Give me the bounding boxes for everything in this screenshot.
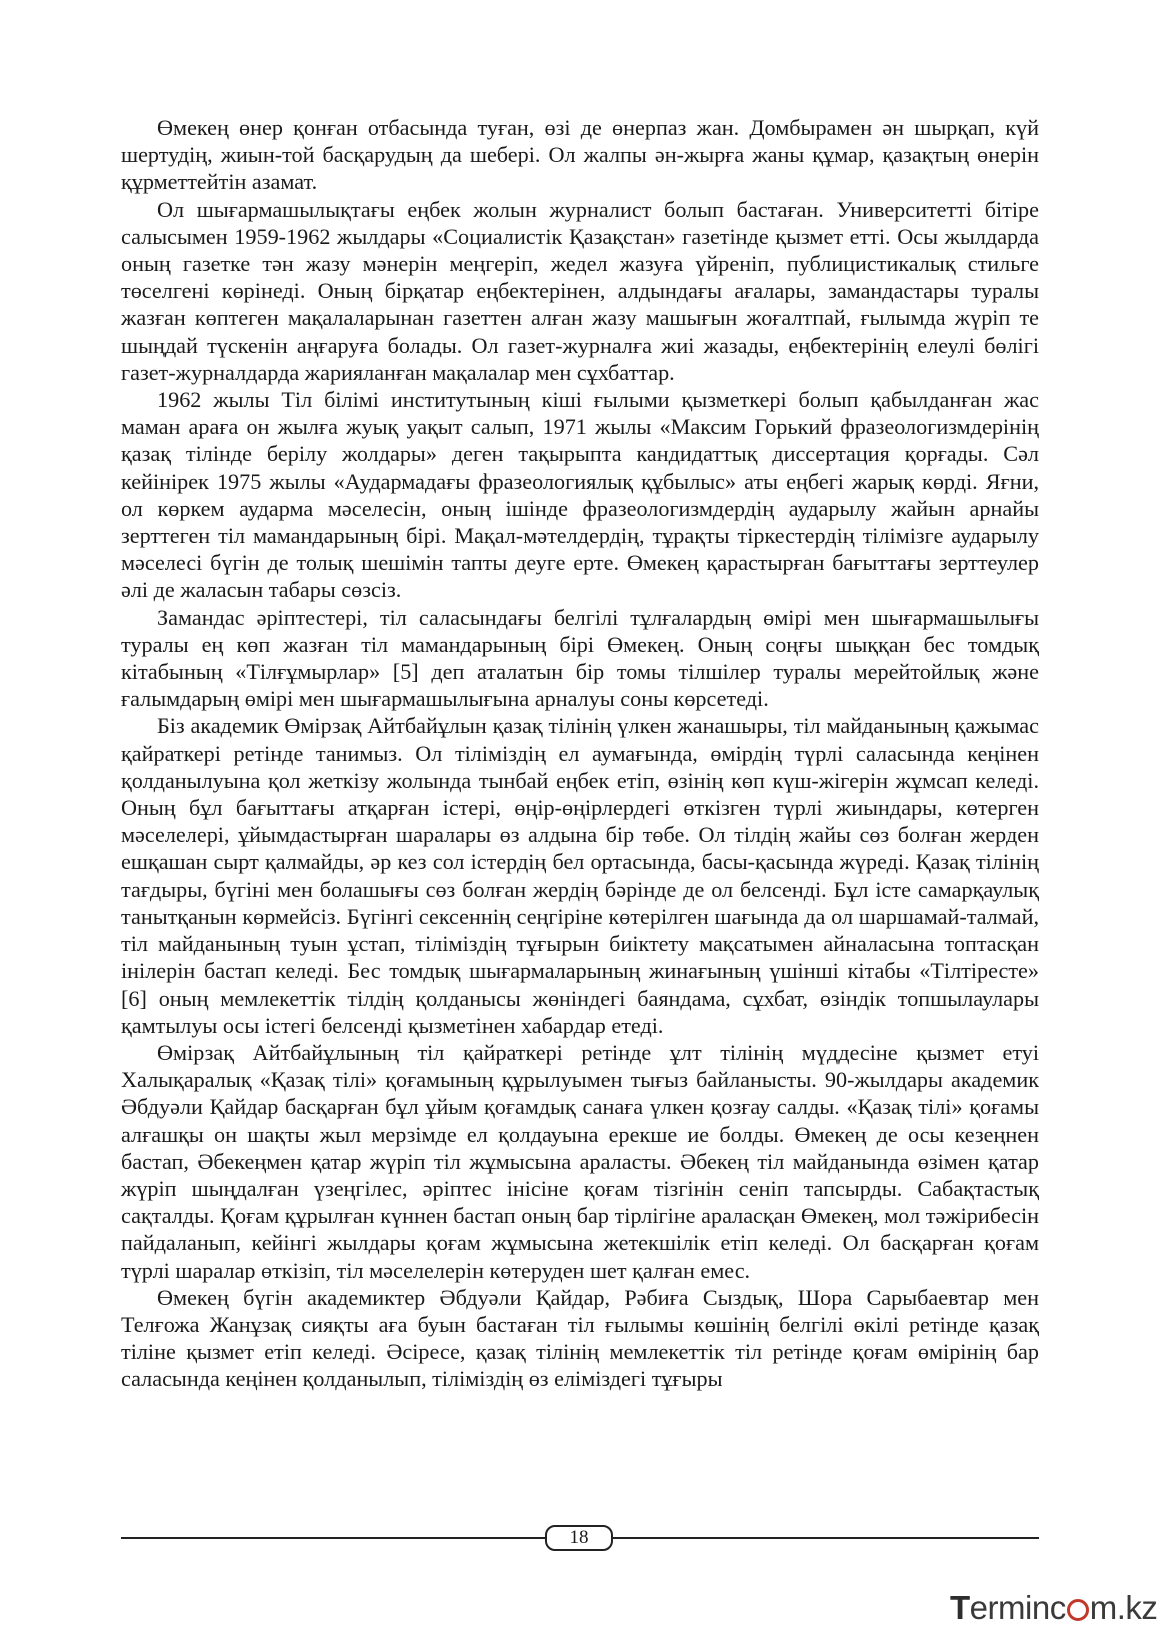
paragraph: Ол шығармашылықтағы еңбек жолын журналист болып бастаған. Университетті бітіре салысымен 1959-1962 жылдары «Социалистік Қазақстан» газетінде қызмет етті. Осы жылдарда оның газетке тән жазу мәнерін меңгеріп, жедел жазуға үйреніп, публицистикалық стильге төселгені көрінеді. Оның бірқатар еңбектерінен, алдындағы ағалары, замандастары туралы жазған көптеген мақалаларынан газеттен алған жазу машығын жоғалтпай, ғылымда жүріп те шыңдай түскенін аңғаруға болады. Ол газет-журналға жиі жазады, еңбектерінің елеулі бөлігі газет-журналдарда жарияланған мақалалар мен сұхбаттар. bbox=[121, 196, 1039, 385]
paragraph: Өмірзақ Айтбайұлының тіл қайраткері ретінде ұлт тілінің мүддесіне қызмет етуі Халықаралық «Қазақ тілі» қоғамының құрылуымен тығыз байланысты. 90-жылдары академик Әбдуәли Қайдар басқарған бұл ұйым қоғамдық санаға үлкен қозғау салды. «Қазақ тілі» қоғамы алғашқы он шақты жыл мерзімде ел қолдауына ерекше ие болды. Өмекең де осы кезеңнен бастап, Әбекеңмен қатар жүріп тіл жұмысына араласты. Әбекең тіл майданында өзімен қатар жүріп шыңдалған үзеңгілес, әріптес інісіне қоғам тізгінін сеніп тапсырды. Сабақтастық сақталды. Қоғам құрылған күннен бастап оның бар тірлігіне араласқан Өмекең, мол тәжірибесін пайдаланып, кейінгі жылдары қоғам жұмысына жетекшілік етіп келеді. Ол басқарған қоғам түрлі шаралар өткізіп, тіл мәселелерін көтеруден шет қалған емес. bbox=[121, 1039, 1039, 1283]
paragraph: Біз академик Өмірзақ Айтбайұлын қазақ тілінің үлкен жанашыры, тіл майданының қажымас қайраткері ретінде танимыз. Ол тіліміздің ел аумағында, өмірдің түрлі саласында кеңінен қолданылуына қол жеткізу жолында тынбай еңбек етіп, өзінің көп күш-жігерін жұмсап келеді. Оның бұл бағыттағы атқарған істері, өңір-өңірлердегі өткізген түрлі жиындары, көтерген мәселелері, ұйымдастырған шаралары өз алдына бір төбе. Ол тілдің жайы сөз болған жерден ешқашан сырт қалмайды, әр кез сол істердің бел ортасында, басы-қасында жүреді. Қазақ тілінің тағдыры, бүгіні мен болашығы сөз болған жердің бәрінде де ол белсенді. Бұл істе самарқаулық танытқанын көрмейсіз. Бүгінгі сексеннің сеңгіріне көтерілген шағында да ол шаршамай-талмай, тіл майданының туын ұстап, тіліміздің тұғырын биіктету мақсатымен айналасына топтасқан інілерін бастап келеді. Бес томдық шығармаларының жинағының үшінші кітабы «Тілтіресте» [6] оның мемлекеттік тілдің қолданысы жөніндегі баяндама, сұхбат, өзіндік топшылаулары қамтылуы осы істегі белсенді қызметінен хабардар етеді. bbox=[121, 713, 1039, 1038]
watermark-prefix: T bbox=[950, 1589, 970, 1626]
paragraph: 1962 жылы Тіл білімі институтының кіші ғылыми қызметкері болып қабылданған жас маман араға он жылға жуық уақыт салып, 1971 жылы «Максим Горький фразеологизмдерінің қазақ тілінде берілу жолдары» деген тақырыпта кандидаттық диссертация қорғады. Сәл кейінірек 1975 жылы «Аудармадағы фразеологиялық құбылыс» аты еңбегі жарық көрді. Яғни, ол көркем аударма мәселесін, оның ішінде фразеологизмдердің аударылу жайын арнайы зерттеген тіл мамандарының бірі. Мақал-мәтелдердің, тұрақты тіркестердің тілімізге аударылу мәселесі бүгін де толық шешімін тапты деуге ерте. Өмекең қарастырған бағыттағы зерттеулер әлі де жаласын табары сөзсіз. bbox=[121, 387, 1039, 603]
watermark-logo bbox=[950, 1588, 1158, 1628]
paragraph: Өмекең бүгін академиктер Әбдуәли Қайдар, Рәбиға Сыздық, Шора Сарыбаевтар мен Телғожа Жанұзақ сияқты аға буын бастаған тіл ғылымы көшінің белгілі өкілі ретінде қазақ тіліне қызмет етіп келеді. Әсіресе, қазақ тілінің мемлекеттік тіл ретінде қоғам өмірінің бар саласында кеңінен қолданылып, тіліміздің өз еліміздегі тұғыры bbox=[121, 1284, 1039, 1392]
page-number: 18 bbox=[545, 1525, 613, 1551]
paragraph: Өмекең өнер қонған отбасында туған, өзі де өнерпаз жан. Домбырамен ән шырқап, күй шертудің, жиын-той басқарудың да шебері. Ол жалпы ән-жырға жаны құмар, қазақтың өнерін құрметтейтін азамат. bbox=[121, 115, 1039, 195]
watermark-circle-icon bbox=[1067, 1599, 1089, 1621]
article-body bbox=[121, 114, 1039, 1393]
page-footer bbox=[121, 1523, 1039, 1553]
paragraph: Замандас әріптестері, тіл саласындағы белгілі тұлғалардың өмірі мен шығармашылығы туралы ең көп жазған тіл мамандарының бірі Өмекең. Оның соңғы шыққан бес томдық кітабының «Тілғұмырлар» [5] деп аталатын бір томы тілшілер туралы мерейтойлық және ғалымдарың өмірі мен шығармашылығына арналуы соны көрсетеді. bbox=[121, 604, 1039, 712]
watermark-middle: erminc bbox=[969, 1589, 1066, 1626]
watermark-suffix: m.kz bbox=[1089, 1589, 1158, 1626]
